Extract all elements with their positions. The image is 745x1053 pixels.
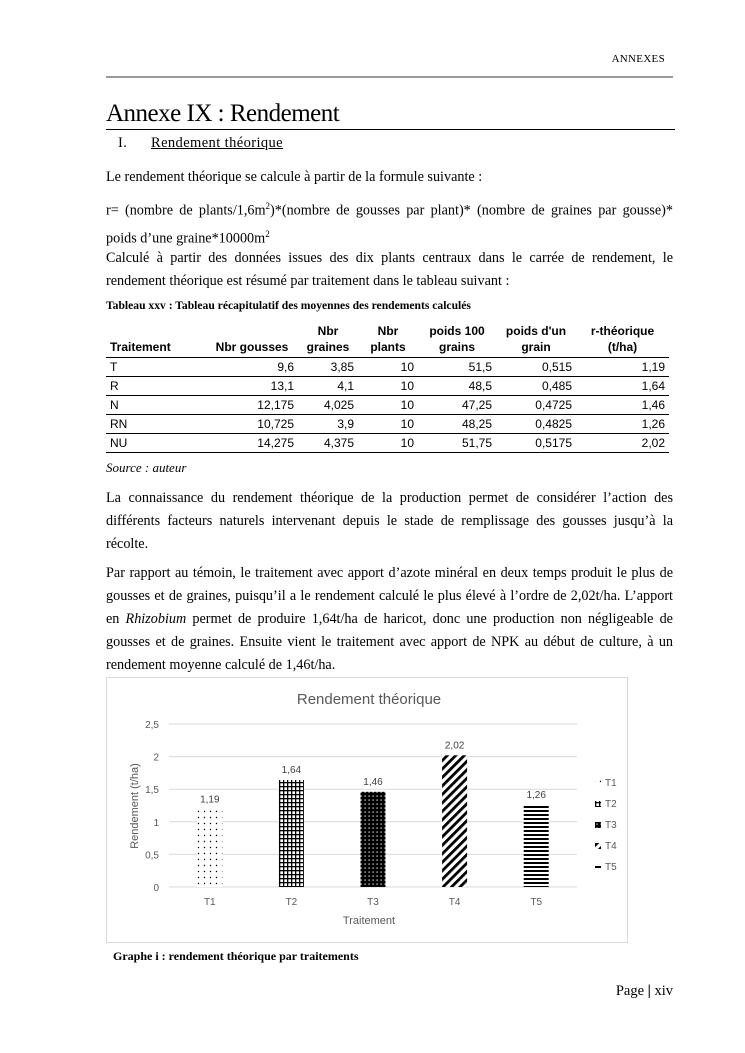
header-yield: r-théorique (t/ha): [576, 321, 669, 358]
legend-label: T1: [605, 778, 617, 789]
formula-part-b: )*(nombre de gousses par plant)* (nombre de graines par gousse)* poids d’une graine*10000m: [106, 202, 674, 247]
x-axis-title: Traitement: [342, 915, 396, 927]
table-row: [106, 358, 669, 377]
header-rule: [106, 76, 673, 78]
cell: 0,4825: [496, 415, 576, 434]
x-tick-label: T5: [530, 897, 543, 908]
cell: 10: [358, 358, 418, 377]
header-pods: Nbr gousses: [206, 321, 298, 358]
cell: 1,46: [576, 396, 669, 415]
y-tick-label: 1,5: [145, 785, 159, 797]
yield-table: [106, 321, 669, 453]
cell: 9,6: [206, 358, 298, 377]
bar-t2: [279, 780, 304, 887]
section-title: Rendement théorique: [151, 135, 284, 151]
cell: RN: [106, 415, 206, 434]
table-intro-paragraph: Calculé à partir des données issues des dix plants centraux dans le carrée de rendement, le rendement théorique est résumé par traitement dans le tableau suivant :: [106, 250, 673, 289]
y-tick-label: 0: [153, 883, 159, 894]
x-tick-label: T2: [285, 897, 298, 908]
chart-title: Rendement théorique: [296, 691, 442, 708]
cell: 0,4725: [496, 396, 576, 415]
data-label: 1,19: [200, 794, 220, 806]
cell: 4,1: [298, 377, 358, 396]
legend-swatch: [595, 843, 601, 849]
data-label: 1,26: [526, 789, 546, 801]
header-weight-100: poids 100 grains: [418, 321, 496, 358]
paragraph-part-a: Par rapport au témoin, le traitement avec apport d’azote minéral en deux temps produit le plus de gousses et de graines, puisqu’il a le rendement calculé le plus élevé à l’ordre de 2,02t/ha. L’apport en: [106, 565, 673, 627]
y-axis-title: Rendement (t/ha): [129, 763, 141, 849]
header-treatment: Traitement: [106, 321, 206, 358]
bar-t1: [197, 809, 222, 887]
y-tick-label: 0,5: [145, 850, 159, 862]
table-row: [106, 396, 669, 415]
cell: 48,5: [418, 377, 496, 396]
title-rule: [106, 129, 675, 130]
legend-swatch: [595, 780, 601, 786]
cell: 47,25: [418, 396, 496, 415]
formula-part-a: r= (nombre de plants/1,6m: [106, 202, 266, 219]
cell: 10: [358, 434, 418, 453]
discussion-paragraph-1: La connaissance du rendement théorique de la production permet de considérer l’action des différents facteurs naturels intervenant depuis le stade de remplissage des gousses jusqu’à la récolte.: [106, 490, 673, 552]
data-label: 1,64: [281, 765, 302, 777]
formula-exponent: 2: [265, 201, 271, 211]
running-header: ANNEXES: [611, 53, 665, 65]
header-plants: Nbr plants: [358, 321, 418, 358]
legend-label: T4: [605, 841, 617, 852]
table-row: [106, 415, 669, 434]
cell: 2,02: [576, 434, 669, 453]
cell: 13,1: [206, 377, 298, 396]
annex-title: Annexe IX : Rendement: [106, 100, 340, 127]
page-label: Page: [615, 983, 645, 999]
cell: 3,85: [298, 358, 358, 377]
cell: 1,19: [576, 358, 669, 377]
legend-swatch: [595, 864, 601, 870]
data-label: 1,46: [363, 776, 383, 788]
bar-t4: [442, 755, 467, 887]
cell: 0,485: [496, 377, 576, 396]
cell: 4,375: [298, 434, 358, 453]
legend-swatch: [595, 801, 601, 807]
legend-label: T2: [605, 799, 617, 810]
intro-paragraph: Le rendement théorique se calcule à partir de la formule suivante :: [106, 169, 483, 185]
cell: 3,9: [298, 415, 358, 434]
legend-label: T5: [605, 862, 617, 873]
cell: 51,5: [418, 358, 496, 377]
legend-label: T3: [605, 820, 617, 831]
cell: T: [106, 358, 206, 377]
rhizobium-term: Rhizobium: [125, 611, 187, 627]
page-number: xiv: [654, 983, 673, 999]
section-number: I.: [118, 135, 128, 151]
section-heading: [118, 135, 283, 152]
cell: 10: [358, 415, 418, 434]
cell: 14,275: [206, 434, 298, 453]
y-tick-label: 2,5: [145, 720, 159, 731]
x-tick-label: T1: [203, 897, 216, 908]
cell: 10,725: [206, 415, 298, 434]
header-weight-one: poids d'un grain: [496, 321, 576, 358]
page-footer: [0, 983, 673, 1000]
header-seeds: Nbr graines: [298, 321, 358, 358]
cell: 0,515: [496, 358, 576, 377]
cell: 1,26: [576, 415, 669, 434]
formula-exponent-2: 2: [265, 228, 270, 239]
yield-chart: [107, 678, 629, 944]
table-source: Source : auteur: [106, 460, 187, 475]
x-tick-label: T4: [448, 897, 461, 908]
page-separator: |: [647, 983, 651, 999]
table-header-row: [106, 321, 669, 358]
table-row: [106, 377, 669, 396]
cell: 1,64: [576, 377, 669, 396]
legend-swatch: [595, 822, 601, 828]
x-tick-label: T3: [367, 897, 379, 908]
cell: 51,75: [418, 434, 496, 453]
y-tick-label: 2: [153, 752, 159, 764]
graph-caption: Graphe i : rendement théorique par traitements: [113, 949, 359, 963]
data-label: 2,02: [444, 740, 465, 752]
table-caption: Tableau xxv : Tableau récapitulatif des moyennes des rendements calculés: [106, 299, 471, 312]
cell: R: [106, 377, 206, 396]
cell: N: [106, 396, 206, 415]
cell: 4,025: [298, 396, 358, 415]
paragraph-part-b: permet de produire 1,64t/ha de haricot, donc une production non négligeable de gousses et de graines. Ensuite vient le traitement avec apport de NPK au début de culture, à un rendement moyenne calculé de 1,46t/ha.: [106, 611, 673, 673]
discussion-paragraph-2: [106, 562, 673, 677]
bar-t5: [524, 805, 549, 887]
cell: NU: [106, 434, 206, 453]
cell: 12,175: [206, 396, 298, 415]
y-tick-label: 1: [153, 817, 159, 829]
cell: 0,5175: [496, 434, 576, 453]
formula-paragraph: [106, 195, 673, 250]
yield-chart-frame: [106, 677, 628, 943]
table-row: [106, 434, 669, 453]
cell: 10: [358, 377, 418, 396]
cell: 10: [358, 396, 418, 415]
bar-t3: [361, 792, 386, 887]
cell: 48,25: [418, 415, 496, 434]
